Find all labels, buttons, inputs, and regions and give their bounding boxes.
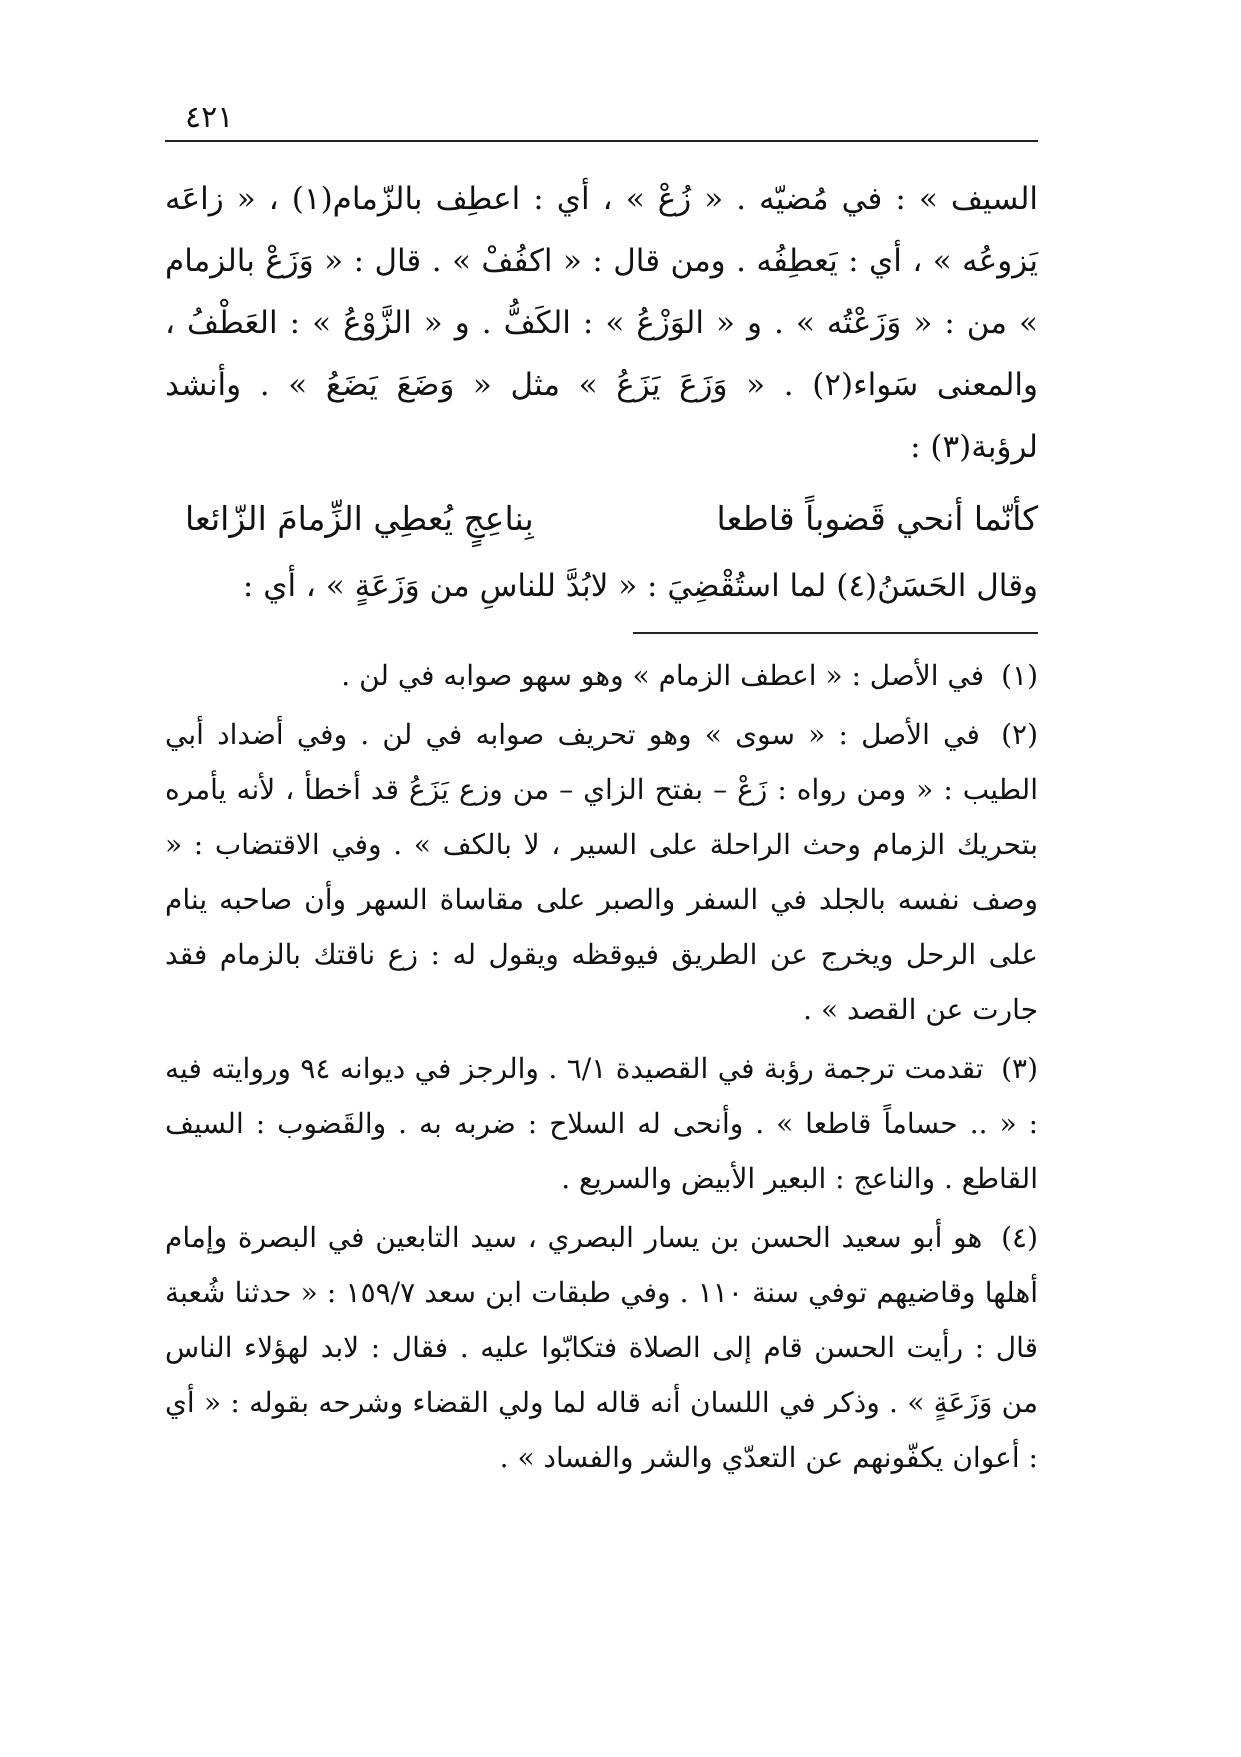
- main-paragraph: السيف » : في مُضيّه . « زُعْ » ، أي : اعطِف بالزّمام(١) ، « زاعَه يَزوعُه » ، أي : يَعطِفُه . ومن قال : « اكفُفْ » . قال : « وَزَعْ بالزمام » من : « وَزَعْتُه » . و « الوَزْعُ » : الكَفُّ . و « الزَّوْعُ » : العَطْفُ ، والمعنى سَواء(٢) . « وَزَعَ يَزَعُ » مثل « وَضَعَ يَضَعُ » . وأنشد لرؤبة(٣) :: [165, 181, 1038, 465]
- main-text: [165, 168, 1038, 478]
- footnotes: [165, 648, 1038, 1489]
- footnote-text: في الأصل : « سوى » وهو تحريف صوابه في لن . وفي أضداد أبي الطيب : « ومن رواه : زَعْ – بفتح الزاي – من وزع يَزَعُ قد أخطأ ، لأنه يأمره بتحريك الزمام وحث الراحلة على السير ، لا بالكف » . وفي الاقتضاب : « وصف نفسه بالجلد في السفر والصبر على مقاساة السهر وأن صاحبه ينام على الرحل ويخرج عن الطريق فيوقظه ويقول له : زع ناقتك بالزمام فقد جارت عن القصد » .: [165, 718, 1038, 1026]
- footnote: [165, 707, 1038, 1037]
- footnote: [165, 1041, 1038, 1206]
- footnote-number: (٤): [1001, 1221, 1038, 1254]
- verse-second-hemistich: بِناعِجٍ يُعطِي الزِّمامَ الزّائعا: [185, 499, 534, 538]
- footnote: [165, 648, 1038, 703]
- footnote: [165, 1210, 1038, 1485]
- footnote-number: (١): [1001, 659, 1038, 692]
- footnote-text: تقدمت ترجمة رؤبة في القصيدة ٦/١ . والرجز في ديوانه ٩٤ وروايته فيه : « .. حساماً قاطعا » . وأنحى له السلاح : ضربه به . والقَضوب : السيف القاطع . والناعج : البعير الأبيض والسريع .: [165, 1052, 1038, 1195]
- footnote-text: هو أبو سعيد الحسن بن يسار البصري ، سيد التابعين في البصرة وإمام أهلها وقاضيهم توفي سنة ١١٠ . وفي طبقات ابن سعد ١٥٩/٧ : « حدثنا شُعبة قال : رأيت الحسن قام إلى الصلاة فتكابّوا عليه . فقال : لابد لهؤلاء الناس من وَزَعَةٍ » . وذكر في اللسان أنه قاله لما ولي القضاء وشرحه بقوله : « أي : أعوان يكفّونهم عن التعدّي والشر والفساد » .: [165, 1221, 1038, 1474]
- page-number: ٤٢١: [185, 100, 234, 135]
- footnote-text: في الأصل : « اعطف الزمام » وهو سهو صوابه في لن .: [341, 659, 985, 692]
- verse-first-hemistich: كأنّما أنحي قَضوباً قاطعا: [716, 499, 1038, 538]
- footnote-rule: [633, 632, 1038, 634]
- header-rule: [165, 140, 1038, 142]
- footnote-number: (٣): [1001, 1052, 1038, 1085]
- footnote-number: (٢): [1001, 718, 1039, 751]
- verse: [165, 488, 1038, 550]
- after-verse-text: وقال الحَسَنُ(٤) لما استُقْضِيَ : « لابُدَّ للناسِ من وَزَعَةٍ » ، أي :: [242, 568, 1038, 604]
